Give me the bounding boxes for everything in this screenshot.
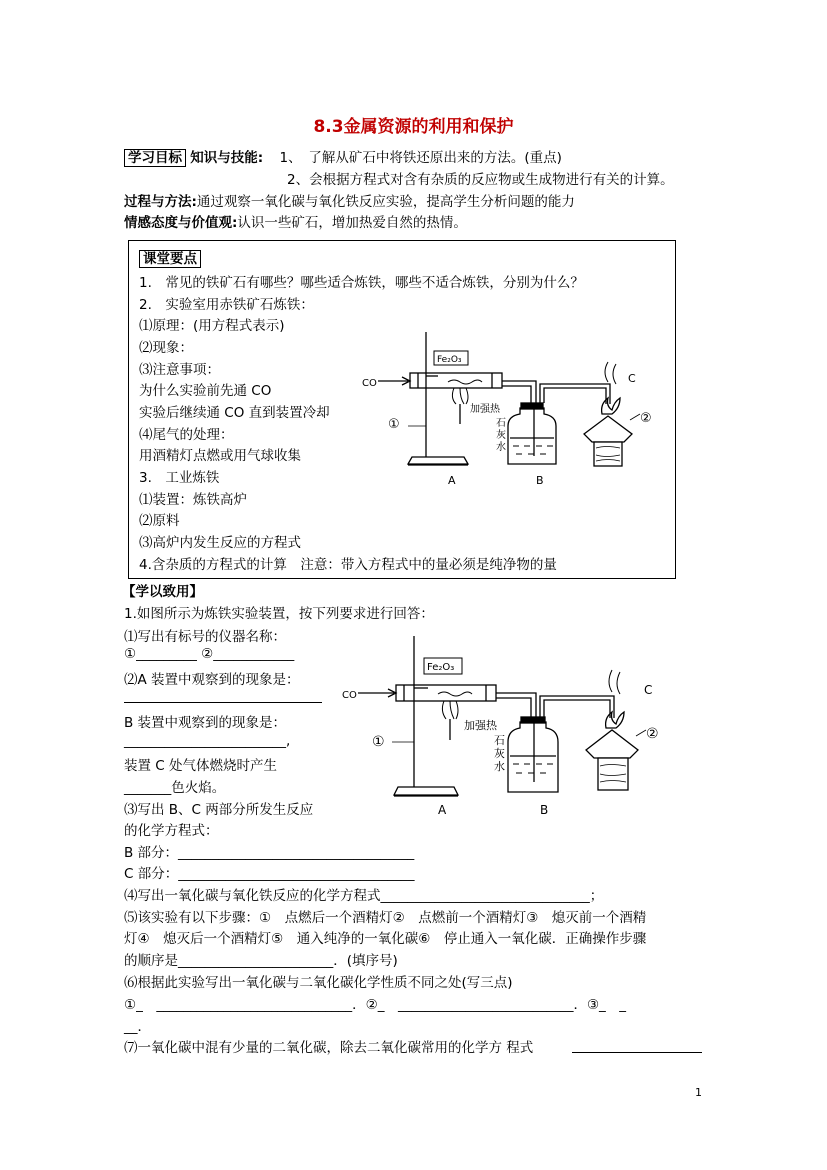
apparatus-diagram-2 — [340, 630, 680, 820]
label-2: ② — [646, 726, 659, 742]
label-2: ② — [640, 411, 652, 426]
limewater-char-3: 水 — [496, 442, 506, 453]
key-point-line: ⑵原料 — [139, 513, 180, 529]
label-c: C — [628, 372, 636, 385]
question-1-2d: _______色火焰。 — [124, 780, 226, 796]
key-point-line: 1. 常见的铁矿石有哪些？哪些适合炼铁，哪些不适合炼铁，分别为什么？ — [139, 275, 584, 291]
key-point-line: 实验后继续通 CO 直到装置冷却 — [139, 405, 330, 421]
question-1-6c: __． — [124, 1019, 151, 1035]
knowledge-item-2: 2、会根据方程式对含有杂质的反应物或生成物进行有关的计算。 — [287, 172, 674, 188]
knowledge-item-1: 1、 了解从矿石中将铁还原出来的方法。(重点) — [279, 150, 562, 166]
question-1-2c: 装置 C 处气体燃烧时产生 — [124, 758, 278, 774]
key-point-line: ⑷尾气的处理： — [139, 427, 234, 443]
key-point-line: 用酒精灯点燃或用气球收集 — [139, 448, 301, 464]
label-a: A — [448, 474, 456, 487]
key-point-line: 为什么实验前先通 CO — [139, 383, 272, 399]
question-1-1-answer: ①_________ ②____________ — [124, 646, 295, 662]
co-label: CO — [342, 690, 357, 701]
question-1-6b: ①_ _____________________________．②_ __________________________．③_ _ — [124, 997, 627, 1013]
limewater-char-1: 石 — [494, 734, 505, 747]
question-1-1: ⑴写出有标号的仪器名称： — [124, 629, 286, 645]
key-point-line: 2. 实验室用赤铁矿石炼铁： — [139, 297, 314, 313]
key-point-line: ⑶注意事项： — [139, 362, 220, 378]
emotion-label: 情感态度与价值观: — [124, 215, 238, 231]
question-1-5c: 的顺序是_______________________．(填序号) — [124, 953, 398, 969]
label-c: C — [644, 683, 653, 697]
question-1-6a: ⑹根据此实验写出一氧化碳与二氧化碳化学性质不同之处(写三点) — [124, 975, 513, 991]
question-1-3a: ⑶写出 B、C 两部分所发生反应 — [124, 802, 314, 818]
heat-label: 加强热 — [470, 404, 500, 415]
limewater-char-2: 灰 — [496, 430, 506, 441]
process-label: 过程与方法: — [124, 194, 197, 210]
label-b: B — [536, 474, 544, 487]
question-1-3b: 的化学方程式： — [124, 823, 219, 839]
question-1-3c: B 部分：___________________________________ — [124, 845, 415, 861]
knowledge-label: 知识与技能: — [190, 150, 264, 166]
label-1: ① — [372, 734, 385, 750]
key-point-line: ⑴原理：(用方程式表示) — [139, 318, 285, 334]
emotion-text: 认识一些矿石，增加热爱自然的热情。 — [237, 215, 467, 231]
answer-line — [124, 702, 322, 703]
label-b: B — [540, 803, 549, 817]
key-points-heading: 课堂要点 — [139, 247, 201, 267]
co-label: CO — [362, 378, 377, 389]
question-1-2b-answer: ________________________, — [124, 733, 291, 749]
objectives-label: 学习目标 — [124, 149, 186, 167]
label-a: A — [438, 803, 447, 817]
question-1-4: ⑷写出一氧化碳与氧化铁反应的化学方程式_______________________________； — [124, 888, 604, 904]
emotion-row — [124, 211, 467, 231]
key-point-line: 3. 工业炼铁 — [139, 470, 220, 486]
key-point-line: ⑵现象： — [139, 340, 193, 356]
question-1-2b: B 装置中观察到的现象是： — [124, 715, 287, 731]
label-1: ① — [388, 417, 400, 432]
question-1-3d: C 部分：___________________________________ — [124, 866, 415, 882]
process-text: 通过观察一氧化碳与氧化铁反应实验，提高学生分析问题的能力 — [196, 194, 575, 210]
page-number: 1 — [695, 1086, 702, 1099]
apparatus-diagram-1 — [358, 324, 676, 494]
fe2o3-label: Fe₂O₃ — [437, 355, 462, 365]
question-1-7: ⑺一氧化碳中混有少量的二氧化碳，除去二氧化碳常用的化学方 程式 — [124, 1040, 534, 1056]
heat-label: 加强热 — [464, 719, 497, 732]
question-1-2a: ⑵A 装置中观察到的现象是： — [124, 672, 300, 688]
limewater-char-1: 石 — [496, 418, 506, 429]
question-1-5a: ⑸该实验有以下步骤：① 点燃后一个酒精灯② 点燃前一个酒精灯③ 熄灭前一个酒精 — [124, 910, 647, 926]
limewater-char-2: 灰 — [494, 747, 505, 760]
answer-line — [572, 1052, 702, 1053]
fe2o3-label: Fe₂O₃ — [427, 662, 455, 673]
practice-heading: 【学以致用】 — [122, 584, 203, 600]
limewater-char-3: 水 — [494, 760, 505, 773]
page-title: 8.3金属资源的利用和保护 — [313, 117, 514, 137]
key-point-line: ⑶高炉内发生反应的方程式 — [139, 535, 301, 551]
objectives-row-1 — [124, 146, 562, 166]
key-point-line: ⑴装置：炼铁高炉 — [139, 492, 247, 508]
process-row — [124, 190, 575, 210]
question-1-5b: 灯④ 熄灭后一个酒精灯⑤ 通入纯净的一氧化碳⑥ 停止通入一氧化碳．正确操作步骤 — [124, 931, 647, 947]
question-1: 1.如图所示为炼铁实验装置，按下列要求进行回答： — [124, 606, 434, 622]
key-point-line: 4.含杂质的方程式的计算 注意：带入方程式中的量必须是纯净物的量 — [139, 557, 557, 573]
